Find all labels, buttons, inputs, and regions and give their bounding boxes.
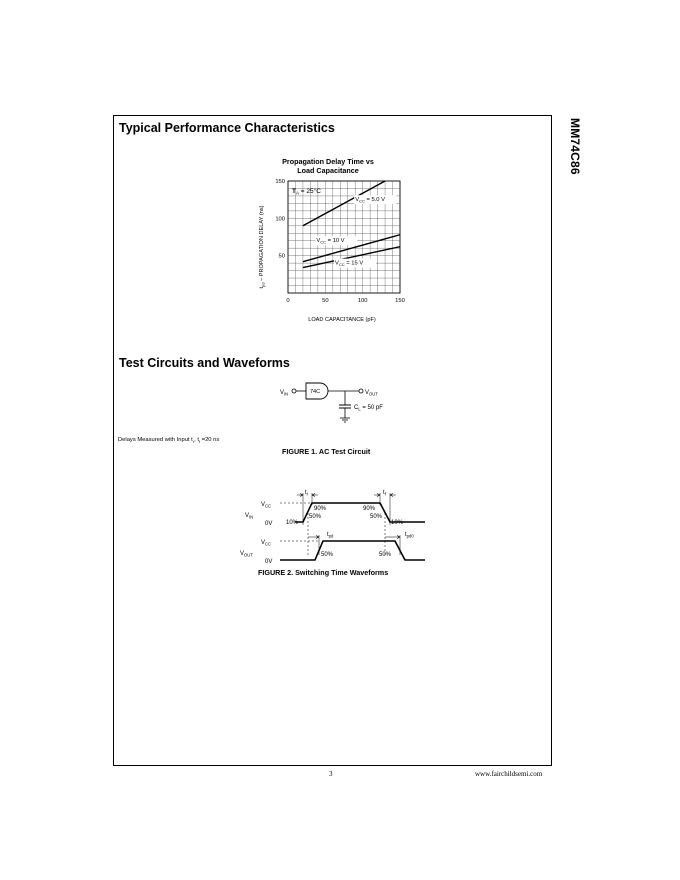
figure1-caption: FIGURE 1. AC Test Circuit <box>282 447 371 456</box>
switching-waveforms <box>235 485 435 575</box>
y-tick-label: 150 <box>275 179 285 185</box>
pct-90-fall: 90% <box>363 506 376 512</box>
tpd0-label: $t_{pd0}$ <box>405 532 414 539</box>
ov-label-in: 0V <box>265 521 273 527</box>
performance-section-title: Typical Performance Characteristics <box>119 121 335 135</box>
pct-10-fall: 10% <box>391 520 404 526</box>
cl-label: $C_L = 50$ pF <box>354 405 383 412</box>
x-tick-label: 150 <box>395 298 405 304</box>
pct-50-out-rise: 50% <box>321 552 334 558</box>
y-axis-label: $t_{pd}$ – PROPAGATION DELAY (ns) <box>259 205 266 289</box>
vin-label: $V_{IN}$ <box>280 390 289 397</box>
page-number: 3 <box>329 770 333 778</box>
footer-url[interactable]: www.fairchildsemi.com <box>475 770 543 778</box>
pct-90-rise: 90% <box>314 506 327 512</box>
ac-test-circuit <box>270 375 400 435</box>
chart-title-line1: Propagation Delay Time vs <box>282 157 374 166</box>
pct-50-rise: 50% <box>309 514 322 520</box>
vcc-label-out: $V_{CC}$ <box>261 540 272 547</box>
tpd1-arrow <box>308 536 319 539</box>
part-number-side-label: MM74C86 <box>568 118 582 175</box>
y-tick-label: 50 <box>278 253 285 260</box>
vout-waveform <box>280 541 425 560</box>
vin-terminal <box>292 389 296 393</box>
series-label: $V_{CC} = 10$ V <box>316 238 345 245</box>
vin-waveform-label: $V_{IN}$ <box>245 513 254 520</box>
ov-label-out: 0V <box>265 559 273 565</box>
vout-waveform-label: $V_{OUT}$ <box>240 551 253 558</box>
x-tick-label: 100 <box>357 298 368 304</box>
tf-label: $t_f$ <box>383 490 386 497</box>
gate-label: 74C <box>310 389 321 395</box>
delay-note: Delays Measured with Input $t_r$, $t_f =20$ ns <box>118 437 220 445</box>
series-label: $V_{CC} = 5.0$ V <box>355 197 386 204</box>
x-axis-label: LOAD CAPACITANCE (pF) <box>308 317 376 323</box>
figure2-caption: FIGURE 2. Switching Time Waveforms <box>258 568 389 577</box>
tpd1-label: $t_{pd}$ <box>327 532 334 539</box>
tpd0-arrow <box>385 536 400 539</box>
tr-label: $t_r$ <box>305 490 309 497</box>
vout-terminal <box>359 389 363 393</box>
pct-10-rise: 10% <box>286 520 299 526</box>
propagation-delay-chart <box>250 175 420 325</box>
y-tick-label: 100 <box>275 216 285 223</box>
pct-50-out-fall: 50% <box>379 552 392 558</box>
test-circuits-section-title: Test Circuits and Waveforms <box>119 356 290 370</box>
vout-label: $V_{OUT}$ <box>365 390 378 397</box>
series-label: $V_{CC} = 15$ V <box>335 260 364 268</box>
x-tick-label: 0 <box>286 298 290 304</box>
vcc-label-in: $V_{CC}$ <box>261 502 272 509</box>
ta-annotation: $T_A = 25^\circ C$ <box>292 188 321 196</box>
x-tick-label: 50 <box>322 298 329 304</box>
chart-title <box>262 157 394 175</box>
pct-50-fall: 50% <box>370 514 383 520</box>
chart-title-line2: Load Capacitance <box>297 166 359 175</box>
